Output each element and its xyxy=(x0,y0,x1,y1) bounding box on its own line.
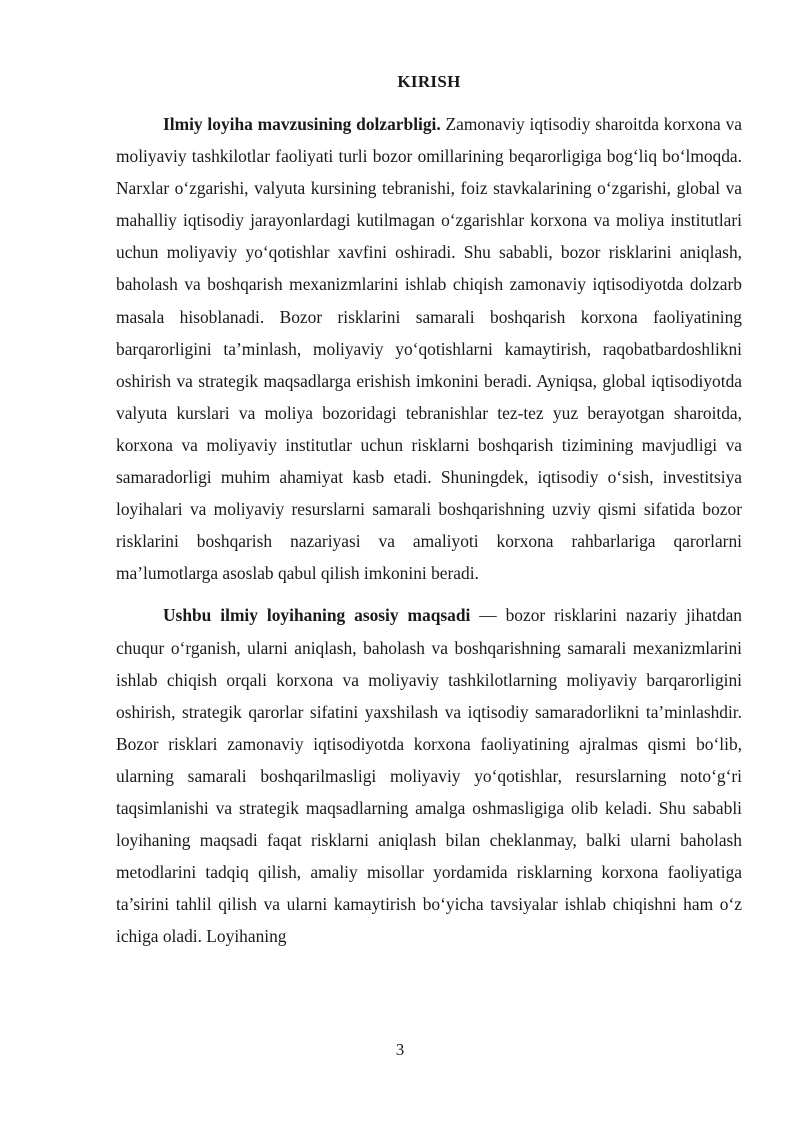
goal-lead: Ushbu ilmiy loyihaning asosiy maqsadi xyxy=(163,605,471,626)
relevance-text: Zamonaviy iqtisodiy sharoitda korxona va moliyaviy tashkilotlar faoliyati turli bozor omillarining beqarorligiga bog‘liq bo‘lmoqda. Narxlar o‘zgarishi, valyuta kursining tebranishi, foiz stavkalarining o‘zgarishi, global va mahalliy iqtisodiy jarayonlardagi kutilmagan o‘zgarishlar korxona va moliya institutlari uchun moliyaviy yo‘qotishlar xavfini oshiradi. Shu sababli, bozor risklarini aniqlash, baholash va boshqarish mexanizmlarini ishlab chiqish zamonaviy iqtisodiyotda dolzarb masala hisoblanadi. Bozor risklarini samarali boshqarish korxona faoliyatining barqarorligini ta’minlash, moliyaviy yo‘qotishlarni kamaytirish, raqobatbardoshlikni oshirish va strategik maqsadlarga erishish imkonini beradi. Ayniqsa, global iqtisodiyotda valyuta kurslari va moliya bozoridagi tebranishlar tez-tez yuz berayotgan sharoitda, korxona va moliyaviy institutlar uchun risklarni boshqarish tizimining mavjudligi va samaradorligi muhim ahamiyat kasb etadi. Shuningdek, iqtisodiy o‘sish, investitsiya loyihalari va moliyaviy resurslarni samarali boshqarishning uzviy qismi sifatida bozor risklarini boshqarish nazariyasi va amaliyoti korxona rahbarlariga qarorlarni ma’lumotlarga asoslab qabul qilish imkonini beradi. xyxy=(116,114,742,584)
section-heading: KIRISH xyxy=(397,72,461,91)
goal-text: — bozor risklarini nazariy jihatdan chuqur o‘rganish, ularni aniqlash, baholash va boshqarishning samarali mexanizmlarini ishlab chiqish orqali korxona va moliyaviy tashkilotlarning moliyaviy barqarorligini oshirish, strategik qarorlar sifatini yaxshilash va iqtisodiy samaradorlikni ta’minlashdir. Bozor risklari zamonaviy iqtisodiyotda korxona faoliyatining ajralmas qismi bo‘lib, ularning samarali boshqarilmasligi moliyaviy yo‘qotishlar, resurslarning noto‘g‘ri taqsimlanishi va strategik maqsadlarning amalga oshmasligiga olib keladi. Shu sababli loyihaning maqsadi faqat risklarni aniqlash bilan cheklanmay, balki ularni baholash metodlarini tadqiq qilish, amaliy misollar yordamida risklarning korxona faoliyatiga ta’sirini tahlil qilish va ularni kamaytirish bo‘yicha tavsiyalar ishlab chiqishni ham o‘z ichiga oladi. Loyihaning xyxy=(116,605,742,947)
relevance-lead: Ilmiy loyiha mavzusining dolzarbligi. xyxy=(163,114,441,134)
document-page xyxy=(116,72,742,962)
relevance-paragraph xyxy=(116,108,742,589)
page-number: 3 xyxy=(395,1040,405,1059)
goal-paragraph xyxy=(116,599,742,952)
